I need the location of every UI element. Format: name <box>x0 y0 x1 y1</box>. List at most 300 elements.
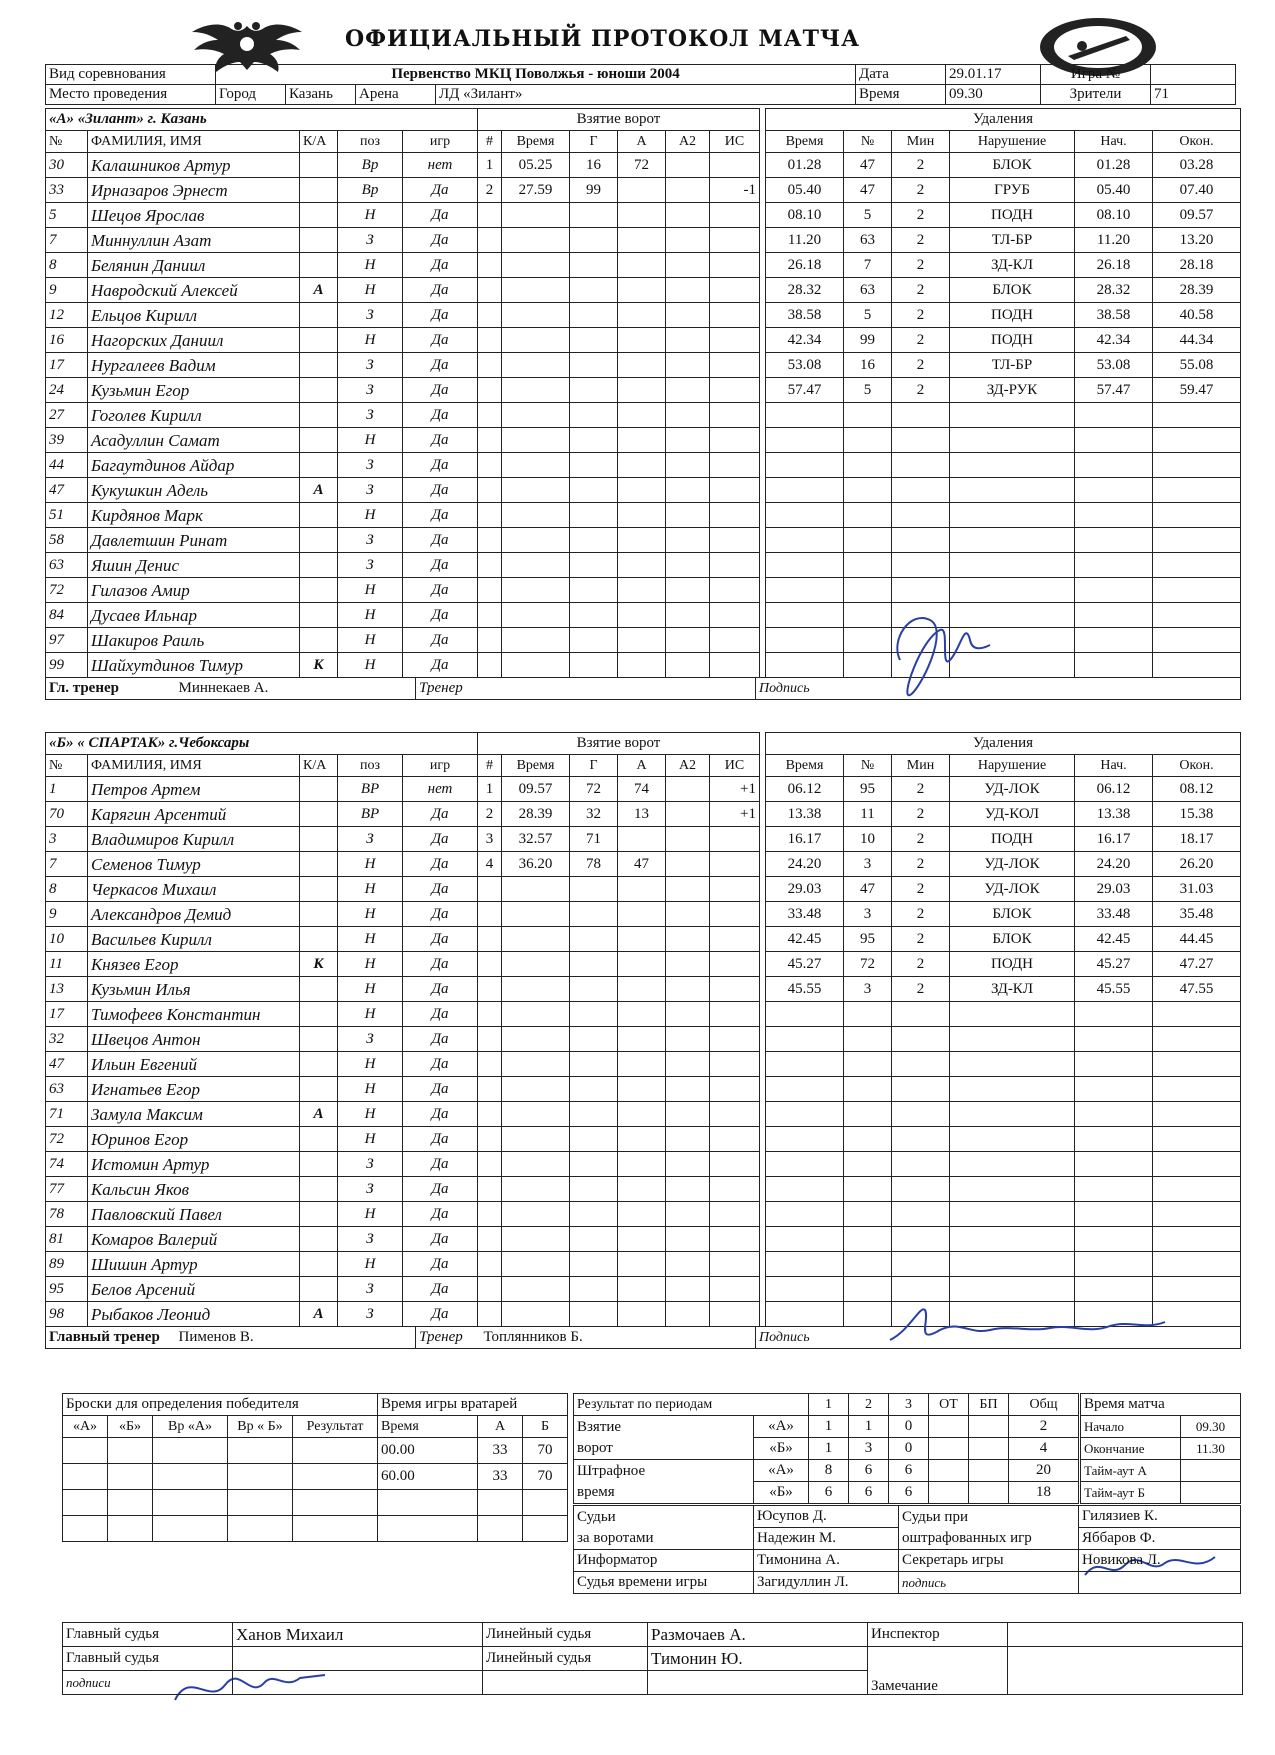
match-time-table <box>1080 1393 1241 1504</box>
player-number: 1 <box>46 777 88 802</box>
timeout-a-label: Тайм-аут А <box>1081 1460 1181 1482</box>
player-number: 81 <box>46 1227 88 1252</box>
penalty-no <box>844 1152 892 1177</box>
goal-a2 <box>666 578 710 603</box>
goal-a <box>618 178 666 203</box>
player-name: Яшин Денис <box>88 553 300 578</box>
penalty-row <box>766 578 1241 603</box>
player-number: 7 <box>46 228 88 253</box>
goal-g <box>570 403 618 428</box>
goal-row <box>478 1302 760 1327</box>
penalty-start: 42.45 <box>1075 927 1153 952</box>
player-role <box>300 578 338 603</box>
gk-b-header: Б <box>523 1416 568 1438</box>
player-number: 17 <box>46 1002 88 1027</box>
goal-a <box>618 478 666 503</box>
goal-row <box>478 1102 760 1127</box>
goals-b-p1: 1 <box>809 1438 849 1460</box>
player-plays: Да <box>403 503 478 528</box>
player-name: Ильин Евгений <box>88 1052 300 1077</box>
goal-a <box>618 927 666 952</box>
player-name: Калашников Артур <box>88 153 300 178</box>
player-number: 8 <box>46 877 88 902</box>
goal-row <box>478 378 760 403</box>
goal-is <box>710 653 760 678</box>
player-number: 72 <box>46 1127 88 1152</box>
penalty-min: 2 <box>892 203 950 228</box>
goal-a2 <box>666 178 710 203</box>
player-plays: Да <box>403 927 478 952</box>
goal-n: 2 <box>478 802 502 827</box>
penalty-inf: ПОДН <box>950 827 1075 852</box>
goal-row <box>478 628 760 653</box>
goal-a2 <box>666 253 710 278</box>
goal-a <box>618 1202 666 1227</box>
gk-a: 33 <box>478 1464 523 1490</box>
penalty-start <box>1075 1127 1153 1152</box>
penalty-no <box>844 653 892 678</box>
sign-label: Подпись <box>756 1327 836 1349</box>
player-position: Н <box>338 428 403 453</box>
player-position: Н <box>338 852 403 877</box>
goalie-time-table <box>377 1393 568 1542</box>
pim-a-p3: 6 <box>889 1460 929 1482</box>
player-position: Н <box>338 603 403 628</box>
gk-a-header: А <box>478 1416 523 1438</box>
goal-a <box>618 203 666 228</box>
penalty-start <box>1075 1077 1153 1102</box>
penalty-no <box>844 478 892 503</box>
goal-g <box>570 1227 618 1252</box>
goal-n <box>478 503 502 528</box>
penalty-row <box>766 528 1241 553</box>
player-plays: Да <box>403 203 478 228</box>
player-row <box>46 1077 478 1102</box>
goal-a <box>618 503 666 528</box>
goal-is <box>710 827 760 852</box>
player-row <box>46 503 478 528</box>
penalty-time <box>766 1027 844 1052</box>
goal-g: 16 <box>570 153 618 178</box>
player-plays: Да <box>403 1102 478 1127</box>
goal-is <box>710 952 760 977</box>
player-plays: Да <box>403 478 478 503</box>
start-value: 09.30 <box>1181 1416 1241 1438</box>
goal-n <box>478 378 502 403</box>
secretary-value: Новикова Л. <box>1079 1550 1241 1572</box>
penalty-end: 09.57 <box>1153 203 1241 228</box>
officials-minor-table <box>573 1505 1241 1594</box>
goal-g <box>570 303 618 328</box>
city-value: Казань <box>286 85 356 105</box>
player-row <box>46 628 478 653</box>
player-role <box>300 353 338 378</box>
goal-a <box>618 353 666 378</box>
player-name: Миннуллин Азат <box>88 228 300 253</box>
player-plays: Да <box>403 1002 478 1027</box>
player-role <box>300 1252 338 1277</box>
penalty-header-p_time: Время <box>766 131 844 153</box>
goal-time <box>502 1177 570 1202</box>
col-igr-header: игр <box>403 131 478 153</box>
goal-time <box>502 453 570 478</box>
penalty-end <box>1153 503 1241 528</box>
penalty-inf <box>950 628 1075 653</box>
penalty-row <box>766 1152 1241 1177</box>
player-row <box>46 1152 478 1177</box>
penalty-min <box>892 553 950 578</box>
player-row <box>46 1127 478 1152</box>
penalty-header-p_inf: Нарушение <box>950 131 1075 153</box>
penalty-row <box>766 353 1241 378</box>
player-number: 8 <box>46 253 88 278</box>
player-position: З <box>338 1227 403 1252</box>
period-3-header: 3 <box>889 1394 929 1416</box>
goal-a <box>618 1177 666 1202</box>
player-row <box>46 927 478 952</box>
goal-g <box>570 1002 618 1027</box>
penalty-min: 2 <box>892 253 950 278</box>
player-number: 51 <box>46 503 88 528</box>
penalty-inf: УД-ЛОК <box>950 852 1075 877</box>
player-row <box>46 178 478 203</box>
penalty-min: 2 <box>892 827 950 852</box>
goal-is <box>710 1002 760 1027</box>
player-plays: Да <box>403 303 478 328</box>
penalty-inf: ПОДН <box>950 203 1075 228</box>
goal-g <box>570 952 618 977</box>
penalty-start: 24.20 <box>1075 852 1153 877</box>
goal-time <box>502 428 570 453</box>
player-role: А <box>300 1302 338 1327</box>
penalty-row <box>766 927 1241 952</box>
team-b-label: «Б» <box>754 1482 809 1504</box>
goal-header-g_is: ИС <box>710 755 760 777</box>
penalty-min: 2 <box>892 178 950 203</box>
penalty-row <box>766 278 1241 303</box>
penalty-no: 95 <box>844 927 892 952</box>
player-number: 77 <box>46 1177 88 1202</box>
penalty-min: 2 <box>892 802 950 827</box>
penalty-end: 26.20 <box>1153 852 1241 877</box>
goal-g <box>570 203 618 228</box>
head-coach-label: Гл. тренер <box>46 678 176 700</box>
goal-a2 <box>666 303 710 328</box>
penalty-start: 11.20 <box>1075 228 1153 253</box>
penalty-min <box>892 403 950 428</box>
penalty-min: 2 <box>892 777 950 802</box>
penalty-row <box>766 1002 1241 1027</box>
penalty-min <box>892 1227 950 1252</box>
penalty-time <box>766 1127 844 1152</box>
penalty-no <box>844 1227 892 1252</box>
inspector-value <box>1008 1623 1243 1647</box>
goals-b-ot <box>929 1438 969 1460</box>
penalty-row <box>766 1077 1241 1102</box>
goal-a: 72 <box>618 153 666 178</box>
penalty-inf: ЗД-КЛ <box>950 977 1075 1002</box>
penalty-start: 13.38 <box>1075 802 1153 827</box>
penalty-time: 05.40 <box>766 178 844 203</box>
penalty-no: 63 <box>844 228 892 253</box>
goal-a2 <box>666 1027 710 1052</box>
player-position: Вр <box>338 178 403 203</box>
penalty-row <box>766 303 1241 328</box>
goals-a-bp <box>969 1416 1009 1438</box>
city-label: Город <box>216 85 286 105</box>
player-role <box>300 1227 338 1252</box>
penalty-inf <box>950 1252 1075 1277</box>
goal-row <box>478 852 760 877</box>
goal-n <box>478 1102 502 1127</box>
player-number: 33 <box>46 178 88 203</box>
period-1-header: 1 <box>809 1394 849 1416</box>
player-number: 17 <box>46 353 88 378</box>
player-name: Рыбаков Леонид <box>88 1302 300 1327</box>
penalty-end <box>1153 1077 1241 1102</box>
player-role <box>300 253 338 278</box>
player-plays: Да <box>403 428 478 453</box>
player-name: Александров Демид <box>88 902 300 927</box>
goal-row <box>478 1152 760 1177</box>
goal-a <box>618 278 666 303</box>
goal-n <box>478 1302 502 1327</box>
penalty-start <box>1075 653 1153 678</box>
player-plays: Да <box>403 553 478 578</box>
goals-a-ot <box>929 1416 969 1438</box>
goal-time: 28.39 <box>502 802 570 827</box>
gk-b: 70 <box>523 1464 568 1490</box>
goal-is <box>710 553 760 578</box>
penalty-inf: ТЛ-БР <box>950 353 1075 378</box>
col-name-header: ФАМИЛИЯ, ИМЯ <box>88 131 300 153</box>
player-position: ВР <box>338 777 403 802</box>
penalty-end <box>1153 453 1241 478</box>
goal-g <box>570 228 618 253</box>
player-name: Багаутдинов Айдар <box>88 453 300 478</box>
arena-value: ЛД «Зилант» <box>436 85 856 105</box>
goal-is: +1 <box>710 777 760 802</box>
penalty-no: 7 <box>844 253 892 278</box>
goal-row <box>478 1227 760 1252</box>
goal-g <box>570 603 618 628</box>
goal-row <box>478 1077 760 1102</box>
goal-is <box>710 1052 760 1077</box>
goal-is <box>710 902 760 927</box>
goal-time: 36.20 <box>502 852 570 877</box>
penalty-start <box>1075 428 1153 453</box>
player-number: 13 <box>46 977 88 1002</box>
penalty-start: 08.10 <box>1075 203 1153 228</box>
player-plays: Да <box>403 253 478 278</box>
penalty-time <box>766 578 844 603</box>
player-plays: Да <box>403 1052 478 1077</box>
goal-a <box>618 952 666 977</box>
goal-time <box>502 528 570 553</box>
player-plays: Да <box>403 852 478 877</box>
penalty-min <box>892 578 950 603</box>
player-row <box>46 553 478 578</box>
penalty-min <box>892 528 950 553</box>
gk-b: 70 <box>523 1438 568 1464</box>
penalty-row <box>766 1102 1241 1127</box>
player-plays: Да <box>403 902 478 927</box>
goal-g: 99 <box>570 178 618 203</box>
goal-row <box>478 877 760 902</box>
penalty-min: 2 <box>892 927 950 952</box>
goal-a2 <box>666 952 710 977</box>
penalty-end: 59.47 <box>1153 378 1241 403</box>
penalty-start <box>1075 403 1153 428</box>
penalty-time <box>766 453 844 478</box>
penalty-time <box>766 1077 844 1102</box>
penalty-row <box>766 1027 1241 1052</box>
penalty-row <box>766 253 1241 278</box>
penalty-end <box>1153 1027 1241 1052</box>
penalty-start: 06.12 <box>1075 777 1153 802</box>
player-row <box>46 977 478 1002</box>
penalty-min: 2 <box>892 303 950 328</box>
player-name: Шишин Артур <box>88 1252 300 1277</box>
goal-a <box>618 328 666 353</box>
penalty-inf <box>950 1302 1075 1327</box>
goal-n <box>478 353 502 378</box>
goal-row <box>478 927 760 952</box>
team-name: «Б» « СПАРТАК» г.Чебоксары <box>46 733 478 755</box>
penalty-time: 53.08 <box>766 353 844 378</box>
player-name: Кузьмин Егор <box>88 378 300 403</box>
goal-a2 <box>666 453 710 478</box>
player-plays: Да <box>403 578 478 603</box>
goals-label-2: ворот <box>577 1439 613 1456</box>
player-role <box>300 1127 338 1152</box>
player-plays: Да <box>403 178 478 203</box>
goal-n <box>478 1127 502 1152</box>
penalty-inf <box>950 1177 1075 1202</box>
penalty-time <box>766 1002 844 1027</box>
penalty-end <box>1153 1227 1241 1252</box>
penalty-end: 47.27 <box>1153 952 1241 977</box>
penalty-no: 5 <box>844 378 892 403</box>
goal-a <box>618 578 666 603</box>
goal-a2 <box>666 153 710 178</box>
penalty-row <box>766 1277 1241 1302</box>
penalty-no <box>844 1177 892 1202</box>
penalty-no <box>844 528 892 553</box>
goal-time <box>502 378 570 403</box>
goal-judge-1: Юсупов Д. <box>754 1506 899 1528</box>
player-name: Ирназаров Эрнест <box>88 178 300 203</box>
goal-g <box>570 1277 618 1302</box>
player-row <box>46 1027 478 1052</box>
penalty-time <box>766 1177 844 1202</box>
player-position: Н <box>338 902 403 927</box>
penalty-inf <box>950 553 1075 578</box>
player-name: Владимиров Кирилл <box>88 827 300 852</box>
match-info-table <box>45 64 1236 105</box>
col-pos-header: поз <box>338 131 403 153</box>
player-position: Н <box>338 653 403 678</box>
player-row <box>46 453 478 478</box>
teamA-coach-row <box>45 677 1241 700</box>
goal-is <box>710 1127 760 1152</box>
goal-time <box>502 1077 570 1102</box>
player-row <box>46 278 478 303</box>
penalty-time: 11.20 <box>766 228 844 253</box>
player-role <box>300 553 338 578</box>
goal-is <box>710 503 760 528</box>
penalty-no: 16 <box>844 353 892 378</box>
player-plays: Да <box>403 603 478 628</box>
sign-field <box>836 678 1241 700</box>
goal-g <box>570 1302 618 1327</box>
goal-is: -1 <box>710 178 760 203</box>
penalty-end <box>1153 578 1241 603</box>
penalty-time: 13.38 <box>766 802 844 827</box>
goal-g <box>570 1102 618 1127</box>
player-number: 58 <box>46 528 88 553</box>
player-position: ВР <box>338 802 403 827</box>
goal-header-g_a2: А2 <box>666 131 710 153</box>
goal-is <box>710 1177 760 1202</box>
goal-a <box>618 1152 666 1177</box>
penalty-header-p_start: Нач. <box>1075 131 1153 153</box>
goals-a-p3: 0 <box>889 1416 929 1438</box>
player-role <box>300 777 338 802</box>
col-igr-header: игр <box>403 755 478 777</box>
goal-n <box>478 628 502 653</box>
player-number: 9 <box>46 278 88 303</box>
secretary-sign-label: подпись <box>899 1572 1079 1594</box>
player-number: 84 <box>46 603 88 628</box>
goal-a2 <box>666 378 710 403</box>
goal-g <box>570 1127 618 1152</box>
periods-table <box>573 1393 1079 1504</box>
goal-g <box>570 478 618 503</box>
player-name: Гоголев Кирилл <box>88 403 300 428</box>
goal-row <box>478 503 760 528</box>
goal-a2 <box>666 802 710 827</box>
goal-a <box>618 1227 666 1252</box>
remarks-label: Замечание <box>868 1647 1008 1695</box>
penalty-min <box>892 478 950 503</box>
col-num-header: № <box>46 131 88 153</box>
sign-label: Подпись <box>756 678 836 700</box>
player-plays: Да <box>403 1252 478 1277</box>
player-row <box>46 1202 478 1227</box>
goal-is <box>710 478 760 503</box>
player-number: 10 <box>46 927 88 952</box>
player-role <box>300 877 338 902</box>
player-role <box>300 1052 338 1077</box>
goal-a <box>618 1252 666 1277</box>
goal-a2 <box>666 403 710 428</box>
penalty-header-p_inf: Нарушение <box>950 755 1075 777</box>
team-name: «А» «Зилант» г. Казань <box>46 109 478 131</box>
team-b-label: «Б» <box>754 1438 809 1460</box>
penalty-inf: ТЛ-БР <box>950 228 1075 253</box>
match-time-title: Время матча <box>1081 1394 1241 1416</box>
goal-time <box>502 1052 570 1077</box>
goal-n <box>478 203 502 228</box>
goal-a <box>618 528 666 553</box>
penalty-start <box>1075 1177 1153 1202</box>
goal-is <box>710 253 760 278</box>
penalty-end <box>1153 1127 1241 1152</box>
penalty-end: 28.39 <box>1153 278 1241 303</box>
team-a-label: «А» <box>754 1460 809 1482</box>
penalty-no <box>844 1202 892 1227</box>
